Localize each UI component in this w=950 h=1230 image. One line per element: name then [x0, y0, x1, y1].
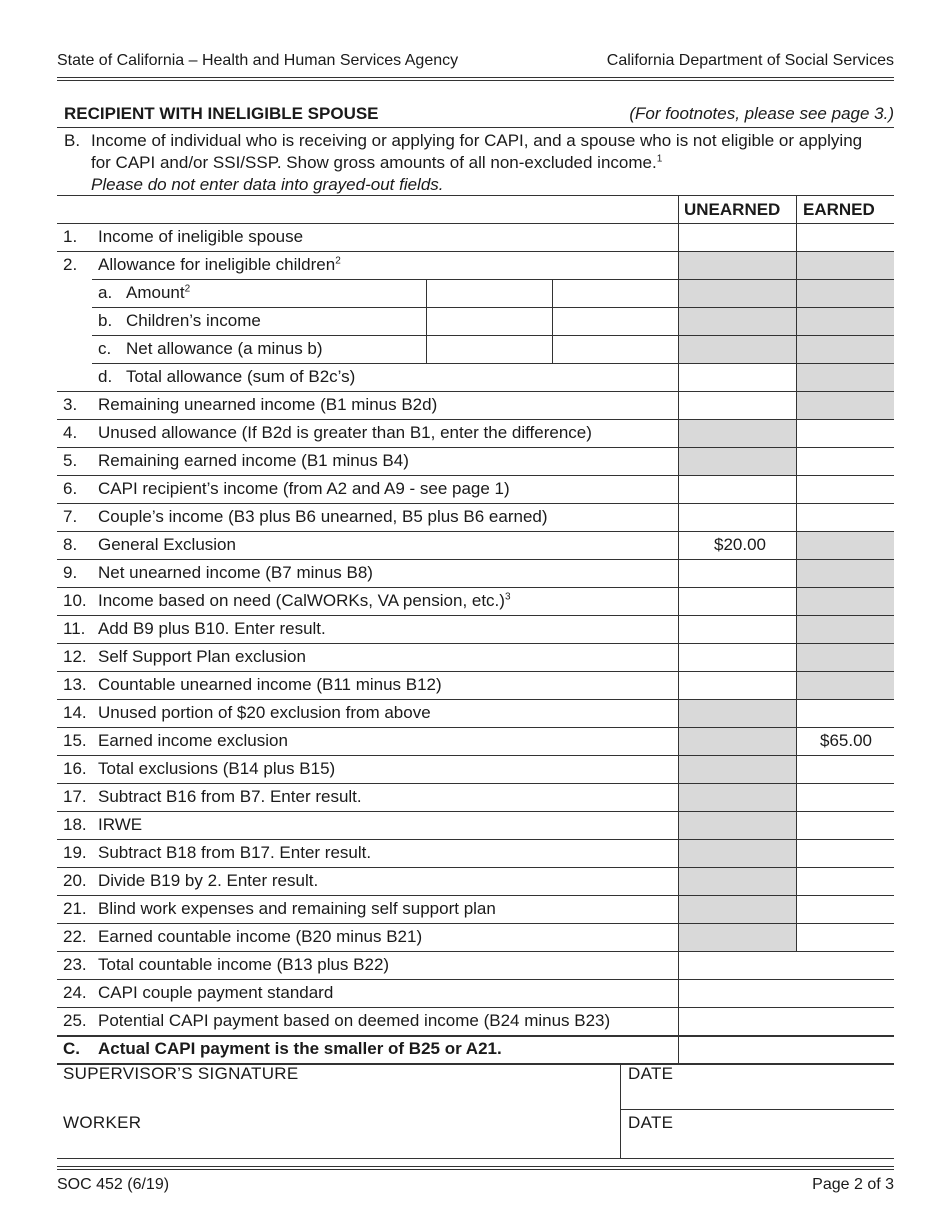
- intro-footnote: 1: [656, 153, 663, 165]
- row-label-text: Remaining unearned income (B1 minus B2d): [98, 395, 438, 414]
- row-rule: [57, 251, 894, 252]
- row-label-text: Income of ineligible spouse: [98, 227, 304, 246]
- greyed-cell-earned: [797, 252, 894, 279]
- row-rule: [57, 671, 894, 672]
- row-rule: [57, 531, 894, 532]
- greyed-cell-unearned: [679, 896, 796, 923]
- row-number: 13.: [63, 675, 87, 694]
- worker-label: WORKER: [63, 1113, 142, 1132]
- greyed-cell-earned: [797, 280, 894, 307]
- row-footnote: 2: [335, 255, 341, 267]
- row-label-text: Unused allowance (If B2d is greater than B1, enter the difference): [98, 423, 592, 442]
- greyed-cell-earned: [797, 308, 894, 335]
- row-rule: [57, 839, 894, 840]
- row-label: [98, 507, 548, 527]
- sub-row-label: [126, 367, 355, 387]
- row-rule: [57, 867, 894, 868]
- greyed-cell-unearned: [679, 700, 796, 727]
- row-number: 14.: [63, 703, 87, 722]
- earned-value: $65.00: [820, 731, 872, 750]
- row-label: [98, 395, 437, 415]
- signature-bottom-rule: [57, 1158, 894, 1159]
- row-rule: [57, 951, 894, 952]
- row-rule: [92, 307, 894, 308]
- supervisor-date-label: DATE: [628, 1064, 674, 1083]
- row-rule: [57, 979, 894, 980]
- row-rule: [57, 1035, 894, 1037]
- sub-row-letter: d.: [98, 367, 113, 386]
- sub-row-label-text: Net allowance (a minus b): [126, 339, 323, 358]
- row-label-text: Add B9 plus B10. Enter result.: [98, 619, 326, 638]
- row-number: C.: [63, 1039, 80, 1058]
- footer-rule: [57, 1166, 894, 1170]
- row-label-text: Self Support Plan exclusion: [98, 647, 306, 666]
- section-intro: [64, 130, 884, 196]
- subtable-divider-1: [426, 279, 427, 363]
- row-rule: [57, 643, 894, 644]
- greyed-cell-unearned: [679, 924, 796, 951]
- row-number: 7.: [63, 507, 78, 526]
- greyed-cell-unearned: [679, 448, 796, 475]
- row-label: [98, 787, 362, 807]
- row-number: 12.: [63, 647, 87, 666]
- row-rule: [57, 699, 894, 700]
- greyed-cell-unearned: [679, 756, 796, 783]
- department-name: California Department of Social Services: [606, 52, 894, 69]
- row-number: 4.: [63, 423, 78, 442]
- row-rule: [92, 279, 894, 280]
- sub-row-letter: c.: [98, 339, 112, 358]
- row-label-text: Actual CAPI payment is the smaller of B25 or A21.: [98, 1039, 502, 1058]
- row-label: [98, 927, 422, 947]
- greyed-cell-unearned: [679, 280, 796, 307]
- row-label: [98, 563, 373, 583]
- sub-row-label: [126, 339, 323, 359]
- greyed-cell-unearned: [679, 308, 796, 335]
- greyed-cell-unearned: [679, 868, 796, 895]
- row-label: [98, 871, 318, 891]
- section-letter: B.: [64, 131, 81, 150]
- row-label-text: Total exclusions (B14 plus B15): [98, 759, 336, 778]
- greyed-cell-unearned: [679, 336, 796, 363]
- column-divider-earned: [796, 195, 797, 951]
- row-label-text: Net unearned income (B7 minus B8): [98, 563, 373, 582]
- row-label: [98, 1011, 610, 1031]
- row-rule: [57, 615, 894, 616]
- greyed-cell-earned: [797, 532, 894, 559]
- sub-row-letter: b.: [98, 311, 113, 330]
- row-number: 20.: [63, 871, 87, 890]
- greyed-cell-unearned: [679, 252, 796, 279]
- row-footnote: 2: [184, 283, 191, 295]
- agency-name: State of California – Health and Human Services Agency: [57, 52, 459, 69]
- signature-rule: [620, 1109, 894, 1110]
- row-label-text: IRWE: [98, 815, 143, 834]
- sub-row-label: [126, 283, 190, 303]
- row-rule: [92, 363, 894, 364]
- row-number: 8.: [63, 535, 78, 554]
- row-number: 19.: [63, 843, 87, 862]
- row-rule: [57, 755, 894, 756]
- row-label: [98, 479, 510, 499]
- row-label: [98, 675, 442, 695]
- row-label-text: Remaining earned income (B1 minus B4): [98, 451, 409, 470]
- sub-row-label-text: Children’s income: [126, 311, 261, 330]
- title-rule: [57, 127, 894, 128]
- row-label-text: Earned income exclusion: [98, 731, 288, 750]
- row-number: 6.: [63, 479, 78, 498]
- row-number: 9.: [63, 563, 78, 582]
- row-rule: [57, 223, 894, 224]
- form-id: SOC 452 (6/19): [57, 1176, 170, 1193]
- row-rule: [57, 727, 894, 728]
- intro-note: Please do not enter data into grayed-out fields.: [91, 175, 444, 194]
- column-divider-unearned: [678, 195, 679, 1063]
- greyed-cell-earned: [797, 364, 894, 391]
- row-label-text: Subtract B18 from B17. Enter result.: [98, 843, 372, 862]
- greyed-cell-unearned: [679, 812, 796, 839]
- row-label: [98, 759, 335, 779]
- row-rule: [57, 587, 894, 588]
- row-number: 10.: [63, 591, 87, 610]
- column-header-unearned: UNEARNED: [684, 200, 781, 219]
- row-label: [98, 955, 389, 975]
- row-number: 23.: [63, 955, 87, 974]
- row-number: 1.: [63, 227, 78, 246]
- row-number: 17.: [63, 787, 87, 806]
- row-label-text: CAPI couple payment standard: [98, 983, 334, 1002]
- supervisor-signature-label: SUPERVISOR’S SIGNATURE: [63, 1064, 299, 1083]
- row-number: 25.: [63, 1011, 87, 1030]
- row-label: [98, 703, 431, 723]
- greyed-cell-earned: [797, 644, 894, 671]
- row-label-text: Allowance for ineligible children: [98, 255, 336, 274]
- row-label: [98, 227, 303, 247]
- row-label: [98, 255, 341, 275]
- sub-row-label: [126, 311, 261, 331]
- row-label: [98, 843, 371, 863]
- intro-text: Income of individual who is receiving or applying for CAPI, and a spouse who is not eligible or applying for CAPI and/or SSI/SSP. Show gross amounts of all non-excluded income.: [91, 131, 863, 172]
- row-number: 15.: [63, 731, 87, 750]
- row-label-text: Blind work expenses and remaining self support plan: [98, 899, 496, 918]
- row-rule: [57, 391, 894, 392]
- sub-row-letter: a.: [98, 283, 113, 302]
- row-label-text: Couple’s income (B3 plus B6 unearned, B5 plus B6 earned): [98, 507, 548, 526]
- row-label-text: Divide B19 by 2. Enter result.: [98, 871, 319, 890]
- worker-date-label: DATE: [628, 1113, 674, 1132]
- unearned-value: $20.00: [714, 535, 766, 554]
- row-number: 11.: [63, 619, 86, 638]
- row-label: [98, 815, 142, 835]
- row-number: 5.: [63, 451, 78, 470]
- sub-row-label-text: Amount: [126, 283, 185, 302]
- greyed-cell-earned: [797, 336, 894, 363]
- greyed-cell-earned: [797, 560, 894, 587]
- footnote-note: (For footnotes, please see page 3.): [629, 104, 894, 123]
- row-label: [98, 983, 333, 1003]
- row-rule: [57, 447, 894, 448]
- greyed-cell-earned: [797, 392, 894, 419]
- row-rule: [57, 923, 894, 924]
- row-rule: [92, 335, 894, 336]
- subtable-divider-2: [552, 279, 553, 363]
- row-label: [98, 451, 409, 471]
- greyed-cell-unearned: [679, 784, 796, 811]
- row-rule: [57, 783, 894, 784]
- row-number: 22.: [63, 927, 87, 946]
- row-label: [98, 423, 592, 443]
- row-label-text: Subtract B16 from B7. Enter result.: [98, 787, 362, 806]
- row-number: 18.: [63, 815, 87, 834]
- greyed-cell-unearned: [679, 728, 796, 755]
- row-label: [98, 619, 326, 639]
- row-label-text: Countable unearned income (B11 minus B12): [98, 675, 442, 694]
- row-number: 24.: [63, 983, 87, 1002]
- greyed-cell-unearned: [679, 420, 796, 447]
- page-header: [57, 52, 894, 76]
- row-rule: [57, 895, 894, 896]
- row-label-text: CAPI recipient’s income (from A2 and A9 - see page 1): [98, 479, 510, 498]
- row-label-text: Earned countable income (B20 minus B21): [98, 927, 423, 946]
- row-rule: [57, 811, 894, 812]
- row-label-text: Income based on need (CalWORKs, VA pension, etc.): [98, 591, 505, 610]
- row-rule: [57, 419, 894, 420]
- row-footnote: 3: [504, 591, 511, 603]
- row-rule: [57, 475, 894, 476]
- greyed-cell-earned: [797, 616, 894, 643]
- row-rule: [57, 503, 894, 504]
- row-rule: [57, 559, 894, 560]
- header-rule: [57, 77, 894, 81]
- column-header-earned: EARNED: [803, 200, 875, 219]
- row-label: [98, 647, 306, 667]
- row-label: [98, 899, 496, 919]
- greyed-cell-earned: [797, 672, 894, 699]
- row-label: [98, 1039, 502, 1059]
- row-rule: [57, 1007, 894, 1008]
- greyed-cell-earned: [797, 588, 894, 615]
- page-number: Page 2 of 3: [812, 1176, 894, 1193]
- row-number: 16.: [63, 759, 87, 778]
- sub-row-label-text: Total allowance (sum of B2c’s): [126, 367, 356, 386]
- row-label-text: Potential CAPI payment based on deemed income (B24 minus B23): [98, 1011, 611, 1030]
- row-label-text: General Exclusion: [98, 535, 236, 554]
- signature-date-divider: [620, 1063, 621, 1158]
- section-title: RECIPIENT WITH INELIGIBLE SPOUSE: [64, 104, 379, 123]
- greyed-cell-unearned: [679, 840, 796, 867]
- row-label: [98, 591, 511, 611]
- row-number: 2.: [63, 255, 78, 274]
- row-label: [98, 535, 236, 555]
- row-number: 3.: [63, 395, 78, 414]
- row-label-text: Total countable income (B13 plus B22): [98, 955, 390, 974]
- row-label: [98, 731, 288, 751]
- row-label-text: Unused portion of $20 exclusion from above: [98, 703, 431, 722]
- table-top-rule: [57, 195, 894, 196]
- row-number: 21.: [63, 899, 87, 918]
